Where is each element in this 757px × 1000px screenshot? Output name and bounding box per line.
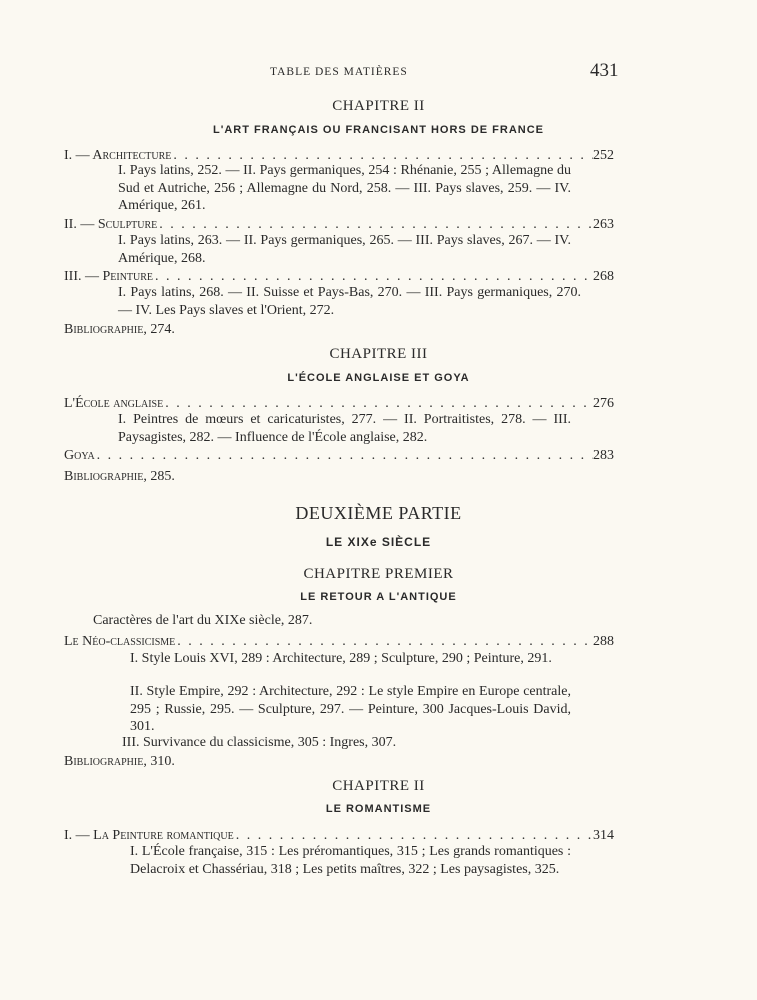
leader-dots	[95, 447, 593, 464]
toc-description-text: II. Style Empire, 292 : Architecture, 292 : Le style Empire en Europe centrale, 295 ; Russie, 295. — Sculpture, 297. — Peinture, 300 Jacques-Louis David, 301.	[130, 684, 571, 734]
bibliography: Bibliographie, 274.	[64, 322, 175, 337]
toc-entry-label: Le Néo-classicisme	[64, 634, 176, 649]
page-number: 431	[590, 60, 619, 81]
toc-entry-label: L'École anglaise	[64, 396, 164, 411]
toc-description	[118, 162, 571, 215]
leader-dots	[234, 827, 593, 844]
toc-entry-page: 314	[593, 828, 614, 843]
toc-entry-label: I. — Architecture	[64, 148, 172, 163]
toc-entry-label: II. — Sculpture	[64, 217, 158, 232]
toc-entry-page: 268	[593, 269, 614, 284]
leader-dots	[175, 633, 593, 650]
chapter-subtitle: LE ROMANTISME	[325, 803, 432, 815]
chapter-heading: CHAPITRE II	[332, 778, 425, 794]
toc-entry-page: 283	[593, 448, 614, 463]
toc-description	[130, 683, 571, 736]
leader-dots	[153, 268, 593, 285]
toc-description-text: I. L'École française, 315 : Les préromantiques, 315 ; Les grands romantiques : Delacroix et Chassériau, 318 ; Les petits maîtres, 322 ; Les paysagistes, 325.	[130, 844, 571, 877]
toc-entry-page: 288	[593, 634, 614, 649]
toc-entry-label: III. — Peinture	[64, 269, 154, 284]
toc-description	[118, 232, 571, 267]
intro-line: Caractères de l'art du XIXe siècle, 287.	[93, 613, 313, 628]
toc-description	[122, 734, 571, 752]
toc-entry-page: 252	[593, 148, 614, 163]
toc-entry-label: I. — La Peinture romantique	[64, 828, 234, 843]
toc-description	[118, 411, 571, 446]
toc-entry	[64, 447, 614, 464]
toc-description-text: I. Style Louis XVI, 289 : Architecture, 289 ; Sculpture, 290 ; Peinture, 291.	[130, 651, 552, 666]
toc-description-text: I. Peintres de mœurs et caricaturistes, 277. — II. Portraitistes, 278. — III. Paysagistes, 282. — Influence de l'École anglaise, 282.	[118, 412, 571, 445]
chapter-heading: CHAPITRE PREMIER	[303, 566, 454, 582]
chapter-subtitle: LE RETOUR A L'ANTIQUE	[300, 591, 457, 603]
toc-entry-page: 276	[593, 396, 614, 411]
toc-description	[118, 284, 581, 319]
toc-description	[130, 650, 571, 668]
toc-description-text: I. Pays latins, 268. — II. Suisse et Pays-Bas, 270. — III. Pays germaniques, 270. — IV. Les Pays slaves et l'Orient, 272.	[118, 285, 581, 318]
toc-description-text: I. Pays latins, 263. — II. Pays germaniques, 265. — III. Pays slaves, 267. — IV. Amérique, 268.	[118, 233, 571, 266]
toc-entry	[64, 216, 614, 233]
toc-description-text: III. Survivance du classicisme, 305 : Ingres, 307.	[122, 735, 397, 750]
chapter-subtitle: L'ART FRANÇAIS OU FRANCISANT HORS DE FRANCE	[213, 124, 544, 136]
toc-entry	[64, 633, 614, 650]
chapter-heading: CHAPITRE III	[329, 346, 428, 362]
toc-entry	[64, 268, 614, 285]
toc-description-text: I. Pays latins, 252. — II. Pays germaniques, 254 : Rhénanie, 255 ; Allemagne du Sud et Autriche, 256 ; Allemagne du Nord, 258. — III. Pays slaves, 259. — IV. Amérique, 261.	[118, 163, 571, 213]
leader-dots	[157, 216, 593, 233]
part-subtitle: LE XIXe SIÈCLE	[325, 535, 432, 549]
toc-entry-label: Goya	[64, 448, 95, 463]
bibliography: Bibliographie, 310.	[64, 754, 175, 769]
bibliography: Bibliographie, 285.	[64, 469, 175, 484]
chapter-subtitle: L'ÉCOLE ANGLAISE ET GOYA	[287, 372, 470, 384]
part-heading: DEUXIÈME PARTIE	[295, 503, 462, 523]
leader-dots	[163, 395, 593, 412]
toc-entry	[64, 395, 614, 412]
running-title: TABLE DES MATIÈRES	[270, 66, 408, 78]
toc-entry	[64, 827, 614, 844]
toc-entry-page: 263	[593, 217, 614, 232]
toc-description	[130, 843, 571, 878]
chapter-heading: CHAPITRE II	[332, 98, 425, 114]
